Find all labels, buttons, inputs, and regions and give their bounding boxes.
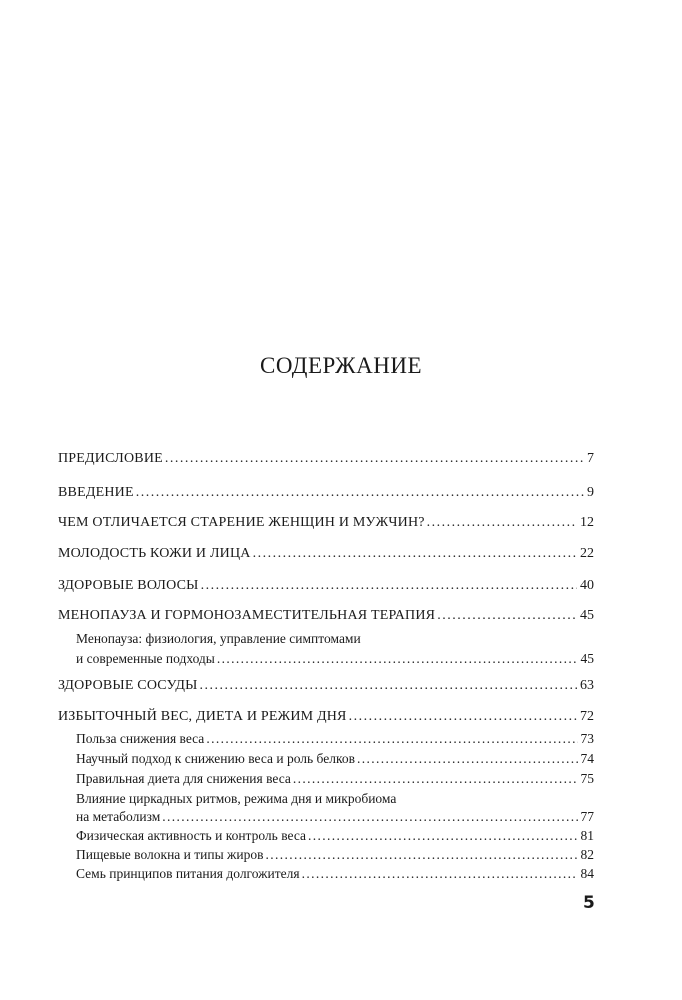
leader-dots [253,545,577,563]
toc-subentry-line[interactable]: Менопауза: физиология, управление симптомами [76,631,361,646]
toc-subentry[interactable] [76,846,594,864]
toc-entry-title: Пищевые волокна и типы жиров [76,847,264,862]
toc-entry-title: ВВЕДЕНИЕ [58,485,134,500]
toc-entry-page: 73 [580,731,594,746]
toc-entry-title: Польза снижения веса [76,731,205,746]
leader-dots [162,808,577,826]
toc-entry-page: 7 [587,451,594,466]
toc-entry-title: ЗДОРОВЫЕ СОСУДЫ [58,678,198,693]
toc-entry[interactable] [58,577,594,595]
leader-dots [293,770,578,788]
toc-entry-title: Семь принципов питания долгожителя [76,866,300,881]
toc-entry-title: Физическая активность и контроль веса [76,828,306,843]
toc-subentry-line[interactable]: Влияние циркадных ритмов, режима дня и микробиома [76,791,397,806]
leader-dots [217,650,578,668]
leader-dots [201,577,577,595]
toc-entry-page: 40 [580,578,594,593]
toc-subentry[interactable] [76,827,594,845]
toc-entry-page: 22 [580,546,594,561]
toc-subentry[interactable] [76,730,594,748]
leader-dots [437,607,577,625]
toc-entry-page: 81 [580,828,594,843]
toc-entry-title: МОЛОДОСТЬ КОЖИ И ЛИЦА [58,546,251,561]
toc-entry-page: 63 [580,678,594,693]
toc-subentry[interactable] [76,650,594,668]
toc-entry[interactable] [58,545,594,563]
toc-entry[interactable] [58,514,594,532]
toc-entry-page: 75 [580,771,594,786]
page-number: 5 [583,893,595,913]
toc-entry-title: на метаболизм [76,809,161,824]
toc-entry-title: ИЗБЫТОЧНЫЙ ВЕС, ДИЕТА И РЕЖИМ ДНЯ [58,709,347,724]
page-title: СОДЕРЖАНИЕ [259,353,422,378]
toc-entry[interactable] [58,708,594,726]
leader-dots [357,750,578,768]
toc-subentry[interactable] [76,750,594,768]
leader-dots [200,677,577,695]
toc-entry[interactable] [58,450,594,468]
toc-entry-page: 72 [580,709,594,724]
toc-entry-page: 45 [580,608,594,623]
toc-entry-title: ЗДОРОВЫЕ ВОЛОСЫ [58,578,199,593]
toc-entry[interactable] [58,607,594,625]
toc-subentry[interactable] [76,865,594,883]
leader-dots [427,514,577,532]
leader-dots [308,827,578,845]
toc-entry-title: Правильная диета для снижения веса [76,771,291,786]
toc-entry-title: ЧЕМ ОТЛИЧАЕТСЯ СТАРЕНИЕ ЖЕНЩИН И МУЖЧИН? [58,515,425,530]
toc-entry-page: 9 [587,485,594,500]
toc-entry-title: ПРЕДИСЛОВИЕ [58,451,163,466]
toc-entry[interactable] [58,677,594,695]
leader-dots [136,484,584,502]
toc-entry-page: 82 [580,847,594,862]
toc-entry-title: МЕНОПАУЗА И ГОРМОНОЗАМЕСТИТЕЛЬНАЯ ТЕРАПИЯ [58,608,436,623]
toc-entry-page: 74 [580,751,594,766]
leader-dots [165,450,584,468]
toc-entry-page: 84 [580,866,594,881]
toc-entry-page: 77 [580,809,594,824]
toc-entry-title: и современные подходы [76,651,215,666]
toc-subentry[interactable] [76,770,594,788]
leader-dots [265,846,577,864]
toc-entry-page: 45 [580,651,594,666]
leader-dots [206,730,577,748]
toc-entry-page: 12 [580,515,594,530]
toc-entry-title: Научный подход к снижению веса и роль белков [76,751,355,766]
leader-dots [349,708,577,726]
toc-entry[interactable] [58,484,594,502]
toc-subentry[interactable] [76,808,594,826]
leader-dots [302,865,578,883]
